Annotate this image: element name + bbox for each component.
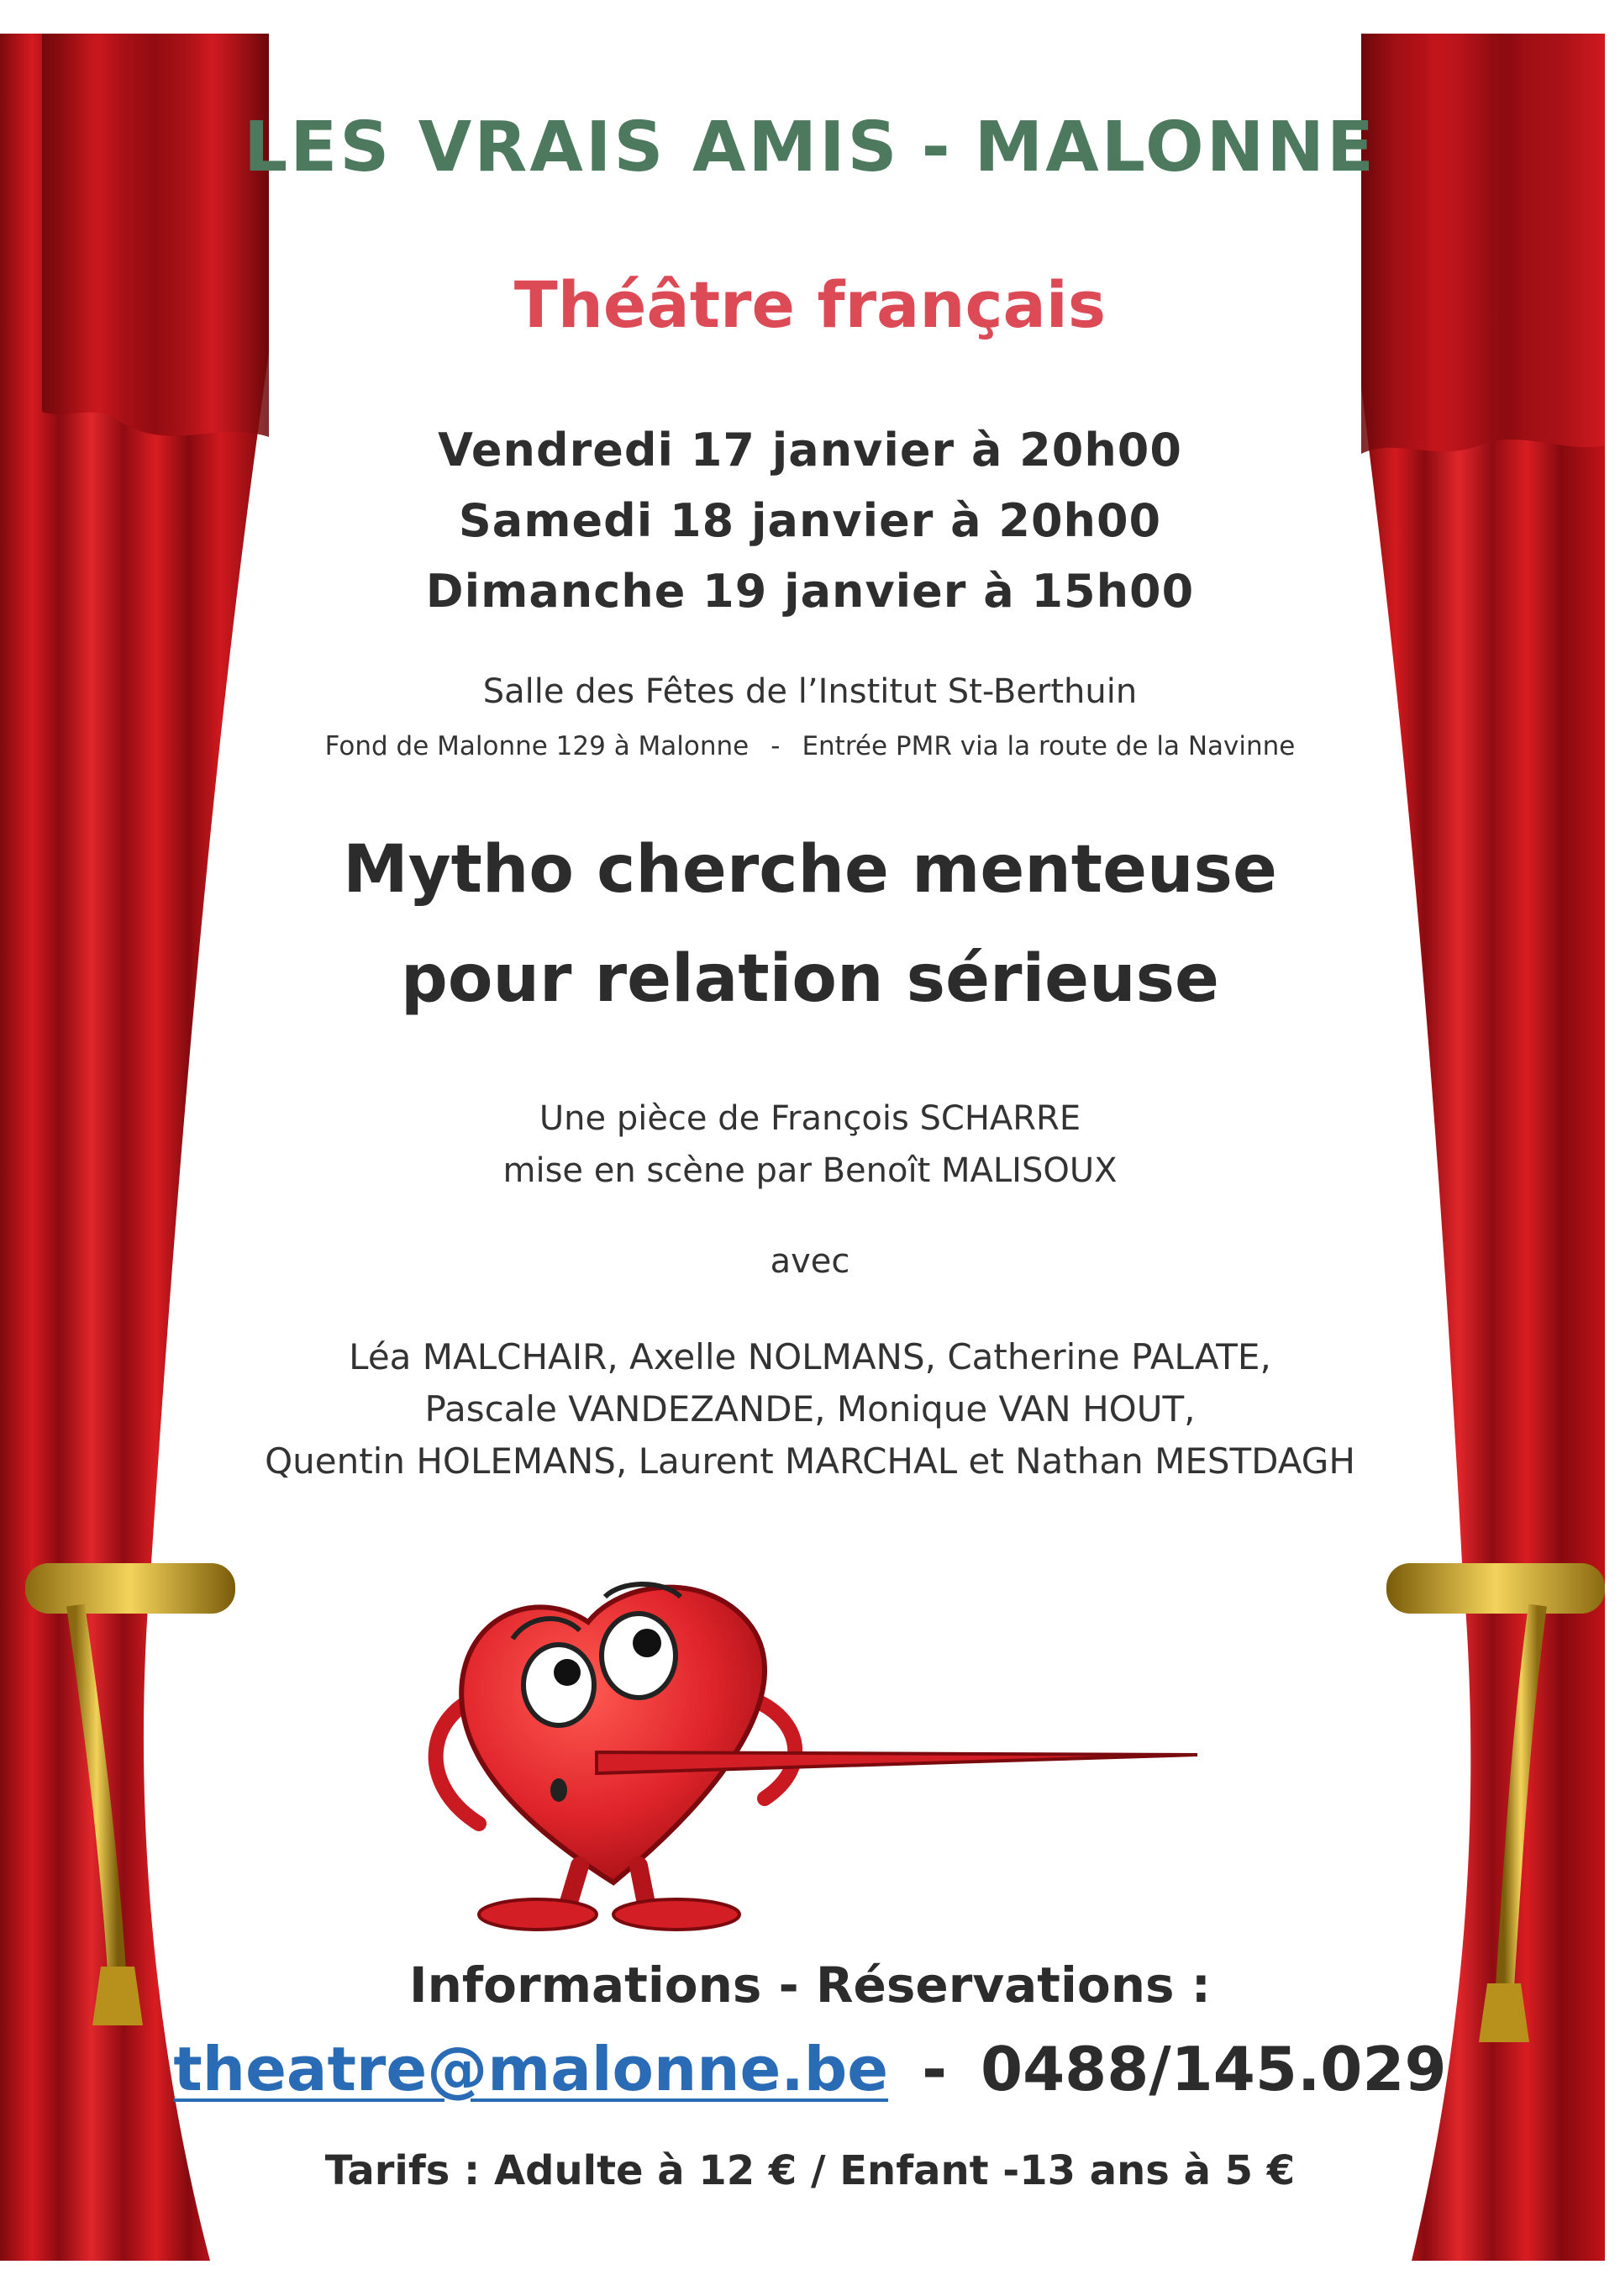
date-friday: Vendredi 17 janvier à 20h00: [438, 424, 1182, 477]
cast-intro: avec: [770, 1242, 850, 1281]
company-name-right: MALONNE: [974, 108, 1377, 187]
cast-line-2: Pascale VANDEZANDE, Monique VAN HOUT,: [424, 1388, 1196, 1430]
lying-heart-mascot-icon: [395, 1546, 1218, 1933]
cast-line-3: Quentin HOLEMANS, Laurent MARCHAL et Nathan MESTDAGH: [265, 1440, 1355, 1482]
email-link[interactable]: theatre@malonne.be: [173, 2034, 889, 2104]
venue-name: Salle des Fêtes de l’Institut St-Berthuin: [482, 672, 1138, 711]
phone-number: 0488/145.029: [980, 2034, 1447, 2104]
venue-address: [0, 731, 1620, 761]
venue-access: Entrée PMR via la route de la Navinne: [802, 731, 1296, 761]
tarifs: Tarifs : Adulte à 12 € / Enfant -13 ans à 5 €: [324, 2147, 1296, 2194]
company-name-left: LES VRAIS AMIS: [243, 108, 900, 187]
venue-street: Fond de Malonne 129 à Malonne: [324, 731, 750, 761]
play-title-line1: Mytho cherche menteuse: [343, 832, 1277, 908]
play-title-line2: pour relation sérieuse: [401, 941, 1219, 1017]
contact-separator: -: [922, 2034, 947, 2104]
date-sunday: Dimanche 19 janvier à 15h00: [425, 565, 1195, 618]
play-author: Une pièce de François SCHARRE: [539, 1099, 1081, 1138]
company-name: [0, 108, 1620, 187]
play-director: mise en scène par Benoît MALISOUX: [502, 1151, 1118, 1190]
venue-separator: -: [771, 731, 781, 761]
contact-line: [0, 2034, 1620, 2104]
genre-title: Théâtre français: [513, 267, 1107, 342]
date-saturday: Samedi 18 janvier à 20h00: [458, 494, 1162, 547]
cast-line-1: Léa MALCHAIR, Axelle NOLMANS, Catherine PALATE,: [349, 1336, 1271, 1377]
info-heading: Informations - Réservations :: [409, 1956, 1211, 2014]
company-separator: -: [921, 108, 953, 187]
